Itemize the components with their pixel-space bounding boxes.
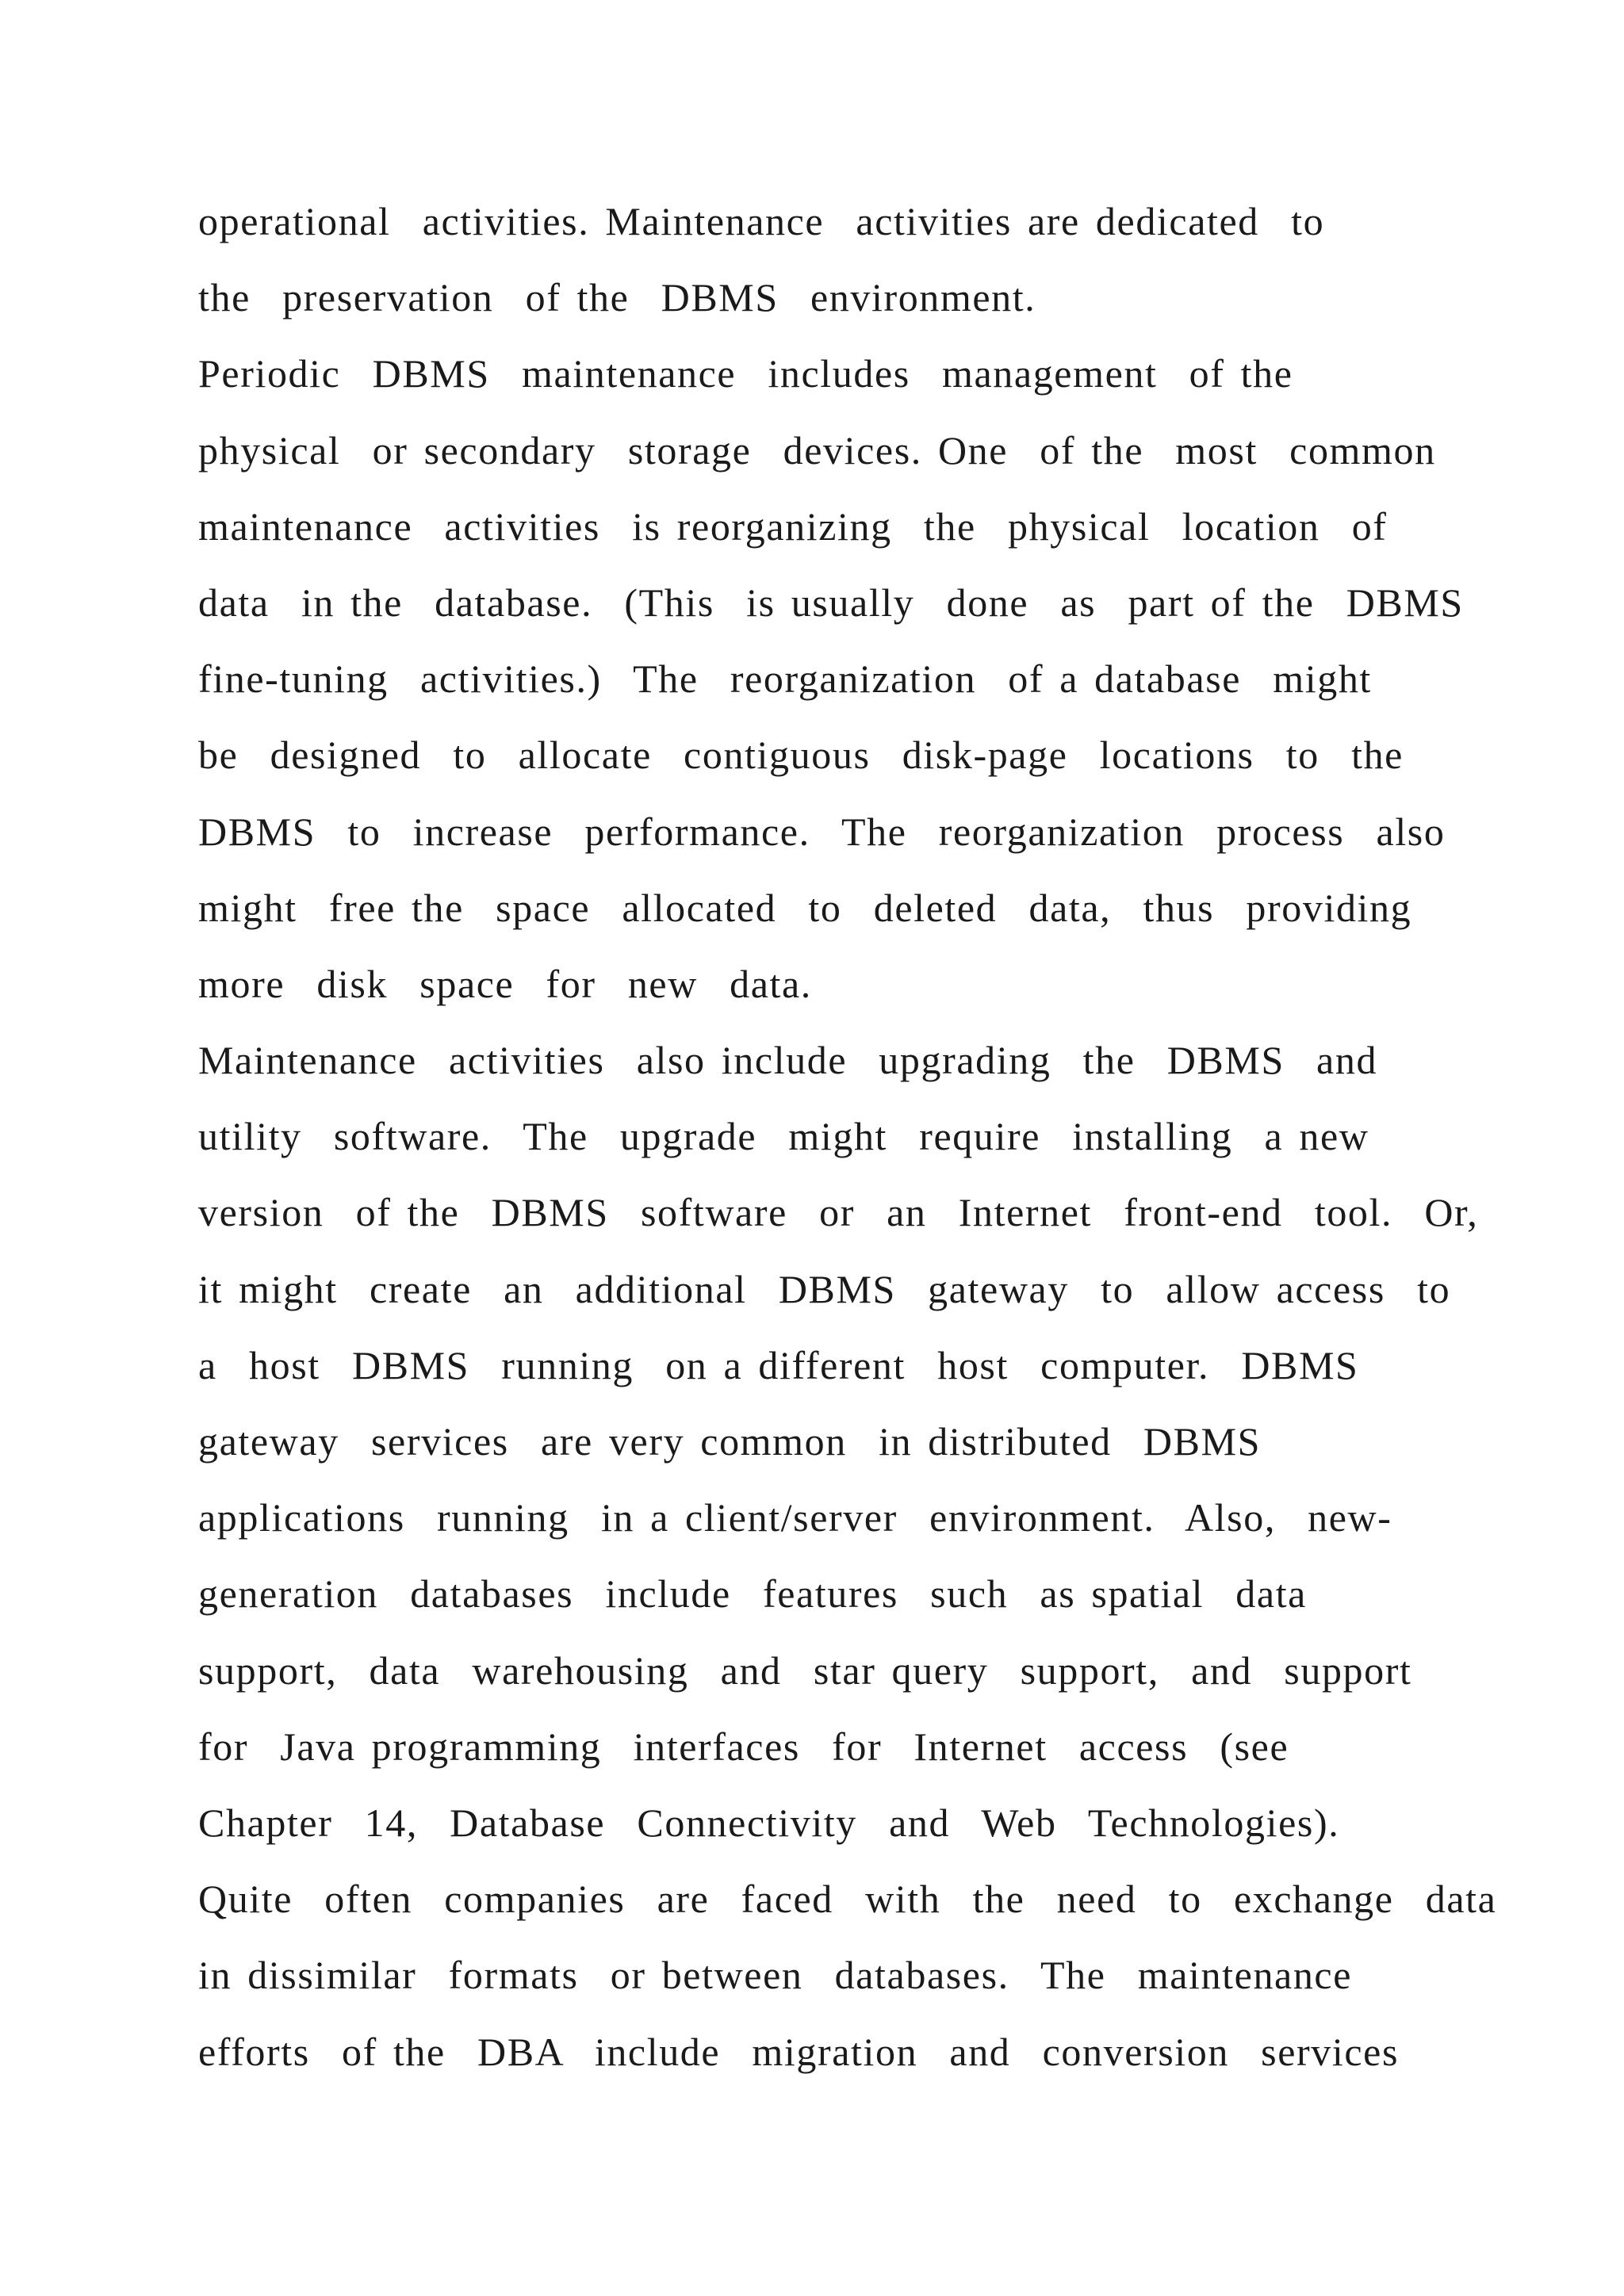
text-line: might free the space allocated to deleted data, thus providing bbox=[198, 885, 1412, 930]
text-line: it might create an additional DBMS gateway to allow access to bbox=[198, 1266, 1451, 1311]
text-line: data in the database. (This is usually done as part of the DBMS bbox=[198, 580, 1464, 625]
text-line: in dissimilar formats or between databases. The maintenance bbox=[198, 1953, 1353, 1998]
text-line: DBMS to increase performance. The reorganization process also bbox=[198, 809, 1446, 854]
text-line: a host DBMS running on a different host computer. DBMS bbox=[198, 1342, 1359, 1387]
text-line: generation databases include features such as spatial data bbox=[198, 1571, 1307, 1617]
text-line: support, data warehousing and star query support, and support bbox=[198, 1647, 1412, 1693]
text-line: version of the DBMS software or an Internet front-end tool. Or, bbox=[198, 1190, 1479, 1235]
text-line: utility software. The upgrade might require installing a new bbox=[198, 1114, 1369, 1159]
text-line: Maintenance activities also include upgrading the DBMS and bbox=[198, 1038, 1378, 1083]
text-line: be designed to allocate contiguous disk-page locations to the bbox=[198, 733, 1404, 778]
text-line: Periodic DBMS maintenance includes management of the bbox=[198, 351, 1293, 396]
text-line: Quite often companies are faced with the need to exchange data bbox=[198, 1877, 1497, 1922]
text-line: gateway services are very common in distributed DBMS bbox=[198, 1419, 1262, 1464]
text-line: operational activities. Maintenance activities are dedicated to bbox=[198, 199, 1325, 243]
text-line: for Java programming interfaces for Internet access (see bbox=[198, 1724, 1289, 1769]
text-line: more disk space for new data. bbox=[198, 961, 812, 1006]
text-line: the preservation of the DBMS environment. bbox=[198, 275, 1036, 320]
text-line: Chapter 14, Database Connectivity and Web Technologies). bbox=[198, 1800, 1340, 1845]
text-line: fine-tuning activities.) The reorganization of a database might bbox=[198, 656, 1372, 702]
text-line: maintenance activities is reorganizing the physical location of bbox=[198, 503, 1388, 549]
text-line: applications running in a client/server environment. Also, new- bbox=[198, 1495, 1392, 1540]
text-line: physical or secondary storage devices. One of the most common bbox=[198, 427, 1436, 473]
text-line: efforts of the DBA include migration and conversion services bbox=[198, 2029, 1400, 2074]
body-text bbox=[198, 183, 1507, 2090]
